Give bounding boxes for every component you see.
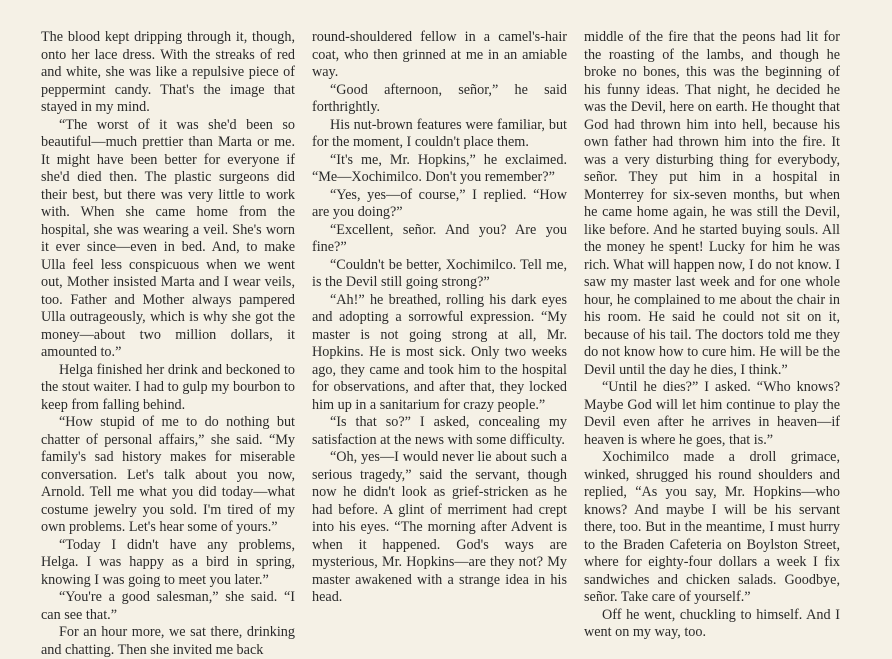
paragraph: For an hour more, we sat there, drinking and chatting. Then she invited me back [41, 624, 295, 658]
paragraph: Helga finished her drink and beckoned to the stout waiter. I had to gulp my bourbon to keep from falling behind. [41, 361, 295, 413]
paragraph: “Is that so?” I asked, concealing my satisfaction at the news with some difficulty. [312, 414, 567, 448]
paragraph: middle of the fire that the peons had lit for the roasting of the lambs, and though he broke no bones, this was the beginning of his funny ideas. That night, he decided he was the Devil, here on earth. He thought that God had thrown him into hell, because his own father had thrown him into the fire. It was a very disturbing thing for everybody, señor. They put him in a hospital in Monterrey for six-seven months, but when he came home again, he was still the Devil, like before. And he started buying souls. All the money he spent! Lucky for him he was rich. What will happen now, I do not know. I saw my master last week and for one whole hour, he complained to me about the chair in his room. He said he could not sit on it, because of his tail. The doctors told me they do not know how to cure him. He will be the Devil until the day he dies, I think.” [584, 29, 840, 378]
text-column-left [41, 29, 295, 658]
paragraph: “Today I didn't have any problems, Helga. I was happy as a bird in spring, knowing I was going to meet you later.” [41, 536, 295, 588]
paragraph: Xochimilco made a droll grimace, winked, shrugged his round shoulders and replied, “As you say, Mr. Hopkins—who knows? And maybe I will be his servant there, too. But in the meantime, I must hurry to the Braden Cafeteria on Boylston Street, where for eighty-four dollars a week I fix sandwiches and chicken salads. Goodbye, señor. Take care of yourself.” [584, 449, 840, 605]
paragraph: “Until he dies?” I asked. “Who knows? Maybe God will let him continue to play the Devil even after he arrives in heaven—if heaven is where he goes, that is.” [584, 379, 840, 448]
paragraph: “Ah!” he breathed, rolling his dark eyes and adopting a sorrowful expression. “My master is not going strong at all, Mr. Hopkins. He is most sick. Only two weeks ago, they came and took him to the hospital for observations, and after that, they locked him up in a sanitarium for crazy people.” [312, 291, 567, 413]
paragraph: “Yes, yes—of course,” I replied. “How are you doing?” [312, 186, 567, 220]
text-column-right [584, 29, 840, 640]
paragraph: round-shouldered fellow in a camel's-hair coat, who then grinned at me in an amiable way. [312, 29, 567, 80]
paragraph: “How stupid of me to do nothing but chatter of personal affairs,” she said. “My family's sad history makes for miserable conversation. Let's talk about you now, Arnold. Tell me what you did today—what costume jewelry you sold. I'm tired of my own problems. Let's hear some of yours.” [41, 414, 295, 535]
text-column-middle [312, 29, 567, 619]
paragraph: “It's me, Mr. Hopkins,” he exclaimed. “Me—Xochimilco. Don't you remember?” [312, 151, 567, 185]
paragraph: Off he went, chuckling to himself. And I went on my way, too. [584, 606, 840, 640]
paragraph: “Excellent, señor. And you? Are you fine?” [312, 221, 567, 255]
paragraph: “The worst of it was she'd been so beautiful—much prettier than Marta or me. It might have been better for everyone if she'd died then. The plastic surgeons did their best, but there was very little to work with. When she came home from the hospital, she was wearing a veil. She's worn it ever since—even in bed. And, to make Ulla feel less conspicuous when we went out, Mother insisted Marta and I wear veils, too. Father and Mother always pampered Ulla outrageously, which is why she got the money—about two million dollars, it amounted to.” [41, 116, 295, 360]
paragraph: The blood kept dripping through it, though, onto her lace dress. With the streaks of red and white, she was like a repulsive piece of peppermint candy. That's the image that stayed in my mind. [41, 29, 295, 115]
paragraph: “You're a good salesman,” she said. “I can see that.” [41, 589, 295, 623]
paragraph: “Couldn't be better, Xochimilco. Tell me, is the Devil still going strong?” [312, 256, 567, 290]
paragraph: “Good afternoon, señor,” he said forthrightly. [312, 81, 567, 115]
paragraph: His nut-brown features were familiar, but for the moment, I couldn't place them. [312, 116, 567, 150]
paragraph: “Oh, yes—I would never lie about such a serious tragedy,” said the servant, though now he didn't look as grief-stricken as he had before. A glint of merriment had crept into his eyes. “The morning after Advent is when it happened. God's ways are mysterious, Mr. Hopkins—are they not? My master awakened with a strange idea in his head. [312, 449, 567, 605]
